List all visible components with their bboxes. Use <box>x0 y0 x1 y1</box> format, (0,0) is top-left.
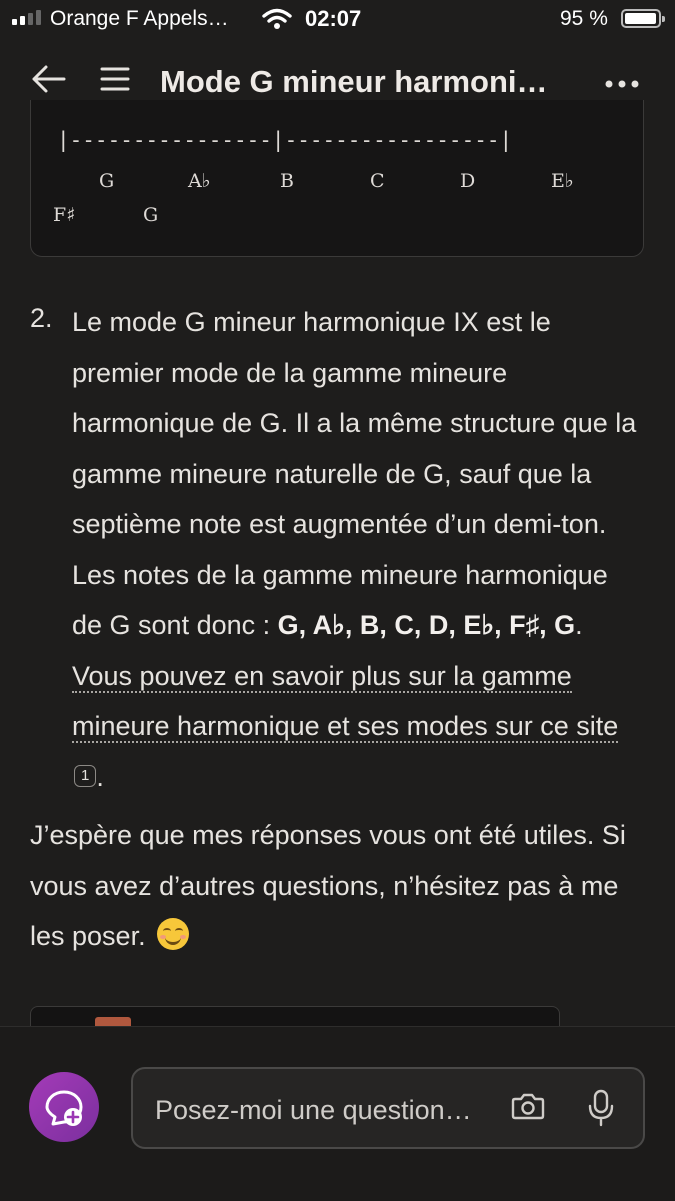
citation-badge[interactable]: 1 <box>74 765 96 787</box>
more-options-icon[interactable] <box>604 76 640 94</box>
note-label: G <box>99 170 115 192</box>
smiling-face-icon <box>157 918 189 950</box>
note-label: B <box>280 170 294 192</box>
note-label: D <box>460 170 476 192</box>
tab-rule-line: |----------------|-----------------| <box>57 128 513 152</box>
note-label: C <box>370 170 385 192</box>
question-composer[interactable] <box>131 1067 645 1149</box>
note-label: G <box>143 204 159 226</box>
source-link[interactable]: Vous pouvez en savoir plus sur la gamme mineure harmonique et ses modes sur ce site <box>72 660 619 741</box>
code-block <box>30 100 644 257</box>
battery-icon <box>621 9 661 28</box>
list-item-body: Le mode G mineur harmonique IX est le premier mode de la gamme mineure harmonique de G. Il a la même structure que la gamme mineure naturelle de G, sauf que la septième note est augmentée d’un demi-ton. Les notes de la gamme mineure harmonique de G sont donc : <box>72 307 637 640</box>
battery-percent: 95 % <box>560 7 608 30</box>
microphone-icon[interactable] <box>588 1089 614 1132</box>
bold-note-sequence: G, A♭, B, C, D, E♭, F♯, G <box>277 610 576 640</box>
back-arrow-icon[interactable] <box>30 64 66 99</box>
question-input[interactable] <box>153 1091 517 1129</box>
camera-icon[interactable] <box>511 1091 545 1126</box>
list-item-text <box>72 297 642 802</box>
signal-icon <box>12 10 41 25</box>
note-label: A♭ <box>188 170 211 192</box>
end-punctuation: . <box>96 761 104 792</box>
closing-text: J’espère que mes réponses vous ont été utiles. Si vous avez d’autres questions, n’hésitez pas à me les poser. <box>30 820 626 951</box>
clock: 02:07 <box>305 6 362 31</box>
status-bar <box>0 0 675 40</box>
wifi-icon <box>262 8 292 35</box>
composer-bar <box>0 1026 675 1201</box>
new-topic-icon <box>29 1072 99 1142</box>
note-label: E♭ <box>551 170 574 192</box>
new-topic-button[interactable] <box>29 1072 99 1142</box>
list-item-number: 2. <box>30 303 53 333</box>
closing-paragraph <box>30 810 640 962</box>
conversation-title: Mode G mineur harmoni… <box>160 64 548 99</box>
separator-text: . <box>575 610 583 640</box>
hamburger-menu-icon[interactable] <box>100 66 130 97</box>
note-label: F♯ <box>53 204 76 226</box>
carrier-name: Orange F Appels… <box>50 7 229 30</box>
